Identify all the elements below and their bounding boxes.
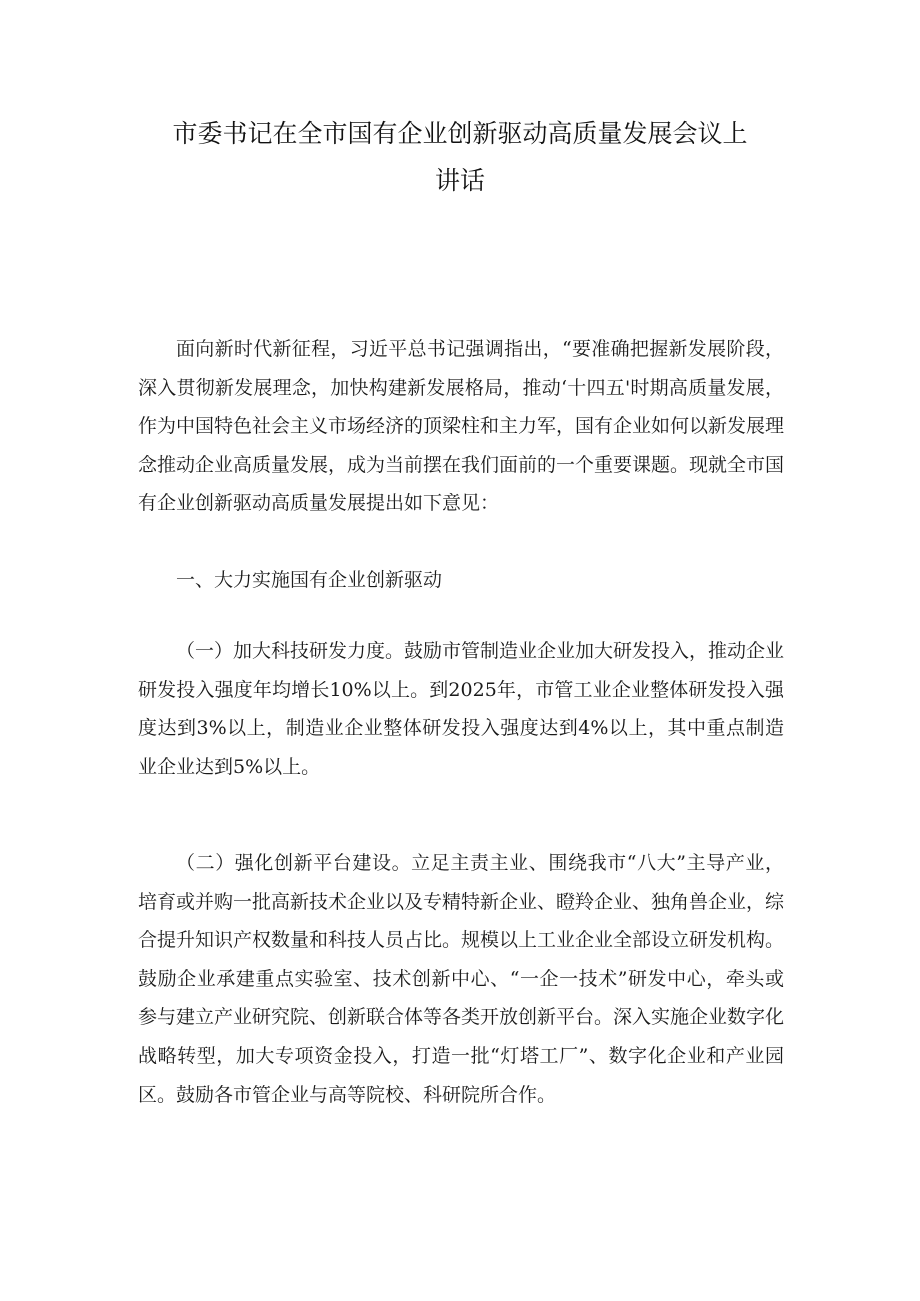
paragraph-item-1: （一）加大科技研发力度。鼓励市管制造业企业加大研发投入，推动企业研发投入强度年均增长10%以上。到2025年，市管工业企业整体研发投入强度达到3%以上，制造业企业整体研发投入强度达到4%以上，其中重点制造业企业达到5%以上。 [138,640,785,778]
document-title-line1: 市委书记在全市国有企业创新驱动高质量发展会议上 [172,119,748,148]
section-heading: 一、大力实施国有企业创新驱动 [176,569,443,591]
document-title-line2: 讲话 [434,166,485,195]
paragraph-item-2: （二）强化创新平台建设。立足主责主业、围绕我市“八大”主导产业，培育或并购一批高新技术企业以及专精特新企业、瞪羚企业、独角兽企业，综合提升知识产权数量和科技人员占比。规模以上工业企业全部设立研发机构。鼓励企业承建重点实验室、技术创新中心、“一企一技术”研发中心，牵头或参与建立产业研究院、创新联合体等各类开放创新平台。深入实施企业数字化战略转型，加大专项资金投入，打造一批“灯塔工厂”、数字化企业和产业园区。鼓励各市管企业与高等院校、科研院所合作。 [138,852,785,1106]
intro-paragraph: 面向新时代新征程，习近平总书记强调指出，“要准确把握新发展阶段，深入贯彻新发展理念，加快构建新发展格局，推动‘十四五'时期高质量发展，作为中国特色社会主义市场经济的顶梁柱和主力军，国有企业如何以新发展理念推动企业高质量发展，成为当前摆在我们面前的一个重要课题。现就全市国有企业创新驱动高质量发展提出如下意见： [138,338,785,515]
